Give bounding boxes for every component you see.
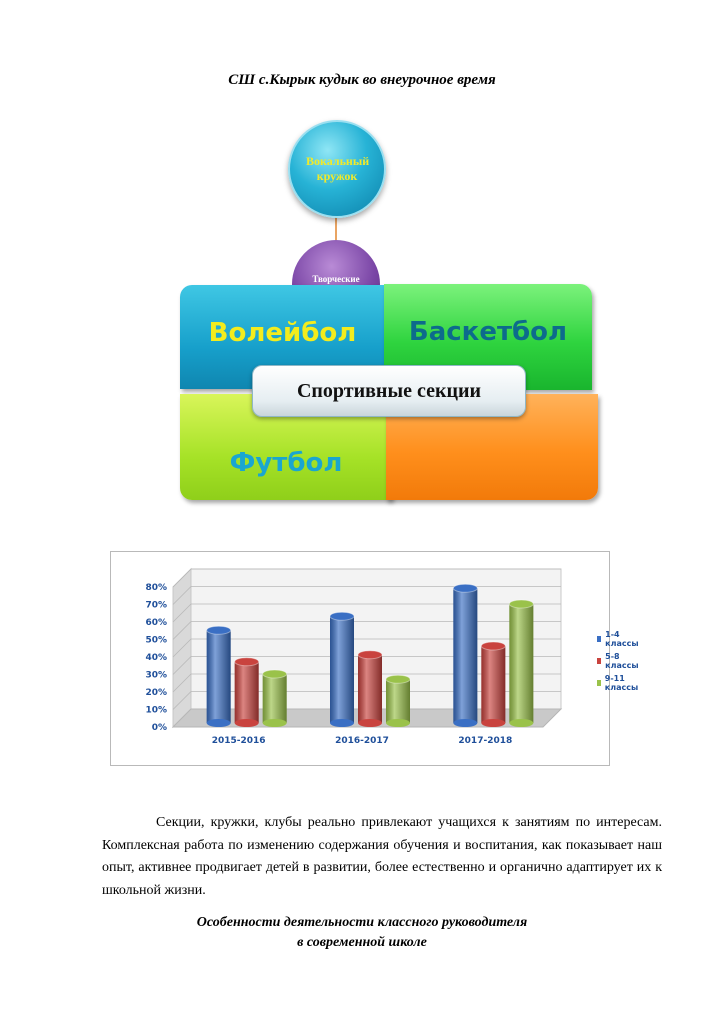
subtitle-line-2: в современной школе <box>297 935 427 950</box>
y-tick-label: 0% <box>151 723 167 733</box>
vocal-circle-label: Вокальный кружок <box>306 154 370 183</box>
bar-top <box>235 658 259 666</box>
bar-base <box>330 719 354 727</box>
subtitle-line-1: Особенности деятельности классного руководителя <box>196 915 528 930</box>
bar-top <box>358 651 382 659</box>
bar-top <box>330 612 354 620</box>
bar-shade <box>386 679 410 723</box>
legend-item <box>597 650 640 672</box>
basketball-label: Баскетбол <box>408 317 568 347</box>
bar-top <box>386 675 410 683</box>
football-label: Футбол <box>229 448 343 478</box>
bar-top <box>509 600 533 608</box>
legend-swatch <box>597 658 601 664</box>
bar-shade <box>207 630 231 723</box>
bar-base <box>263 719 287 727</box>
legend-swatch <box>597 680 601 686</box>
bar-base <box>453 719 477 727</box>
y-tick-label: 50% <box>145 635 167 646</box>
legend-item <box>597 672 640 694</box>
bar-shade <box>263 674 287 723</box>
bar-chart <box>110 551 639 766</box>
bar-base <box>481 719 505 727</box>
body-paragraph: Секции, кружки, клубы реально привлекают учащихся к занятиям по интересам. Комплексная работа по изменению содержания обучения и воспитания, как показывает наш опыт, активнее продвигает детей в развитии, более естественно и органично адаптирует их к школьной жизни. <box>102 815 662 898</box>
bar-top <box>481 642 505 650</box>
x-tick-label: 2017-2018 <box>458 736 513 746</box>
bar-shade <box>330 616 354 723</box>
y-tick-label: 10% <box>145 705 167 716</box>
bar-shade <box>481 646 505 723</box>
bar-shade <box>453 588 477 723</box>
bar-base <box>509 719 533 727</box>
page-title: СШ с.Кырык кудык во внеурочное время <box>228 72 496 88</box>
bar-top <box>453 584 477 592</box>
section-subtitle <box>0 913 724 953</box>
bar-base <box>235 719 259 727</box>
bar-shade <box>358 655 382 723</box>
legend-item <box>597 628 640 650</box>
chart-legend <box>597 628 640 694</box>
legend-label: 9-11 классы <box>604 674 639 692</box>
legend-label: 5-8 классы <box>605 652 639 670</box>
y-tick-label: 70% <box>145 600 167 611</box>
bar-top <box>263 670 287 678</box>
bar-top <box>207 626 231 634</box>
y-tick-label: 30% <box>145 670 167 681</box>
bar-shade <box>509 604 533 723</box>
y-tick-label: 20% <box>145 688 167 698</box>
creative-circle-label: Творческие <box>312 274 360 284</box>
bar-base <box>207 719 231 727</box>
y-tick-label: 40% <box>145 653 167 663</box>
bar-base <box>358 719 382 727</box>
legend-label: 1-4 классы <box>605 630 639 648</box>
bar-base <box>386 719 410 727</box>
sport-sections-label: Спортивные секции <box>252 365 526 417</box>
bar-shade <box>235 662 259 723</box>
y-tick-label: 80% <box>145 583 167 593</box>
vocal-circle <box>288 120 386 218</box>
volleyball-label: Волейбол <box>208 318 357 348</box>
y-tick-label: 60% <box>145 618 167 628</box>
chart-canvas <box>111 552 609 765</box>
x-tick-label: 2015-2016 <box>211 736 266 746</box>
legend-swatch <box>597 636 601 642</box>
x-tick-label: 2016-2017 <box>335 736 389 746</box>
